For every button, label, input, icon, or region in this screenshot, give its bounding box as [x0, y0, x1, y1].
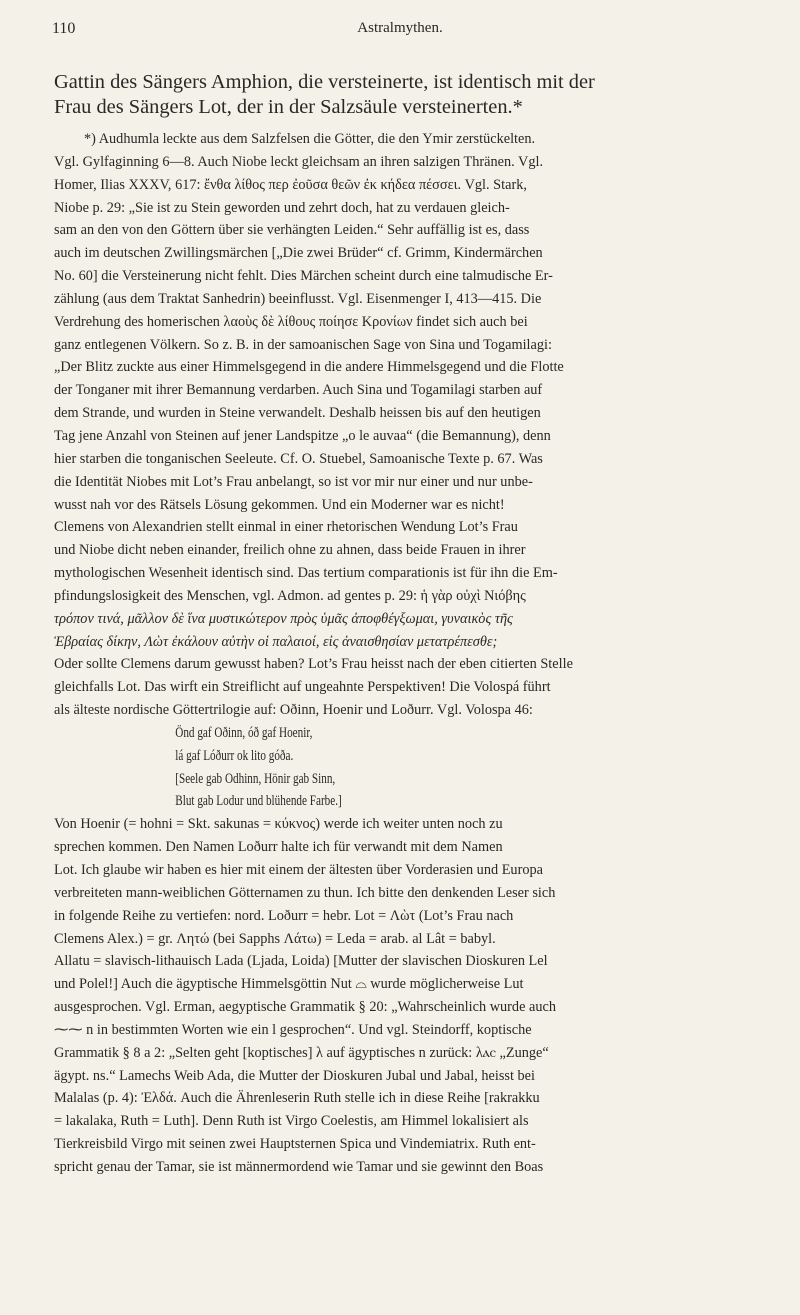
poem-line: [Seele gab Odhinn, Hönir gab Sinn, [175, 770, 336, 787]
footnote-line: auch im deutschen Zwillingsmärchen [„Die zwei Brüder“ cf. Grimm, Kindermärchen [54, 245, 543, 262]
footnote-line: *) Audhumla leckte aus dem Salzfelsen die Götter, die den Ymir zerstückelten. [84, 131, 536, 147]
footnote-line: sprechen kommen. Den Namen Loðurr halte ich für verwandt mit dem Namen [54, 839, 503, 856]
footnote-line: ausgesprochen. Vgl. Erman, aegyptische Grammatik § 20: „Wahrscheinlich wurde auch [54, 999, 556, 1016]
footnote-line: hier starben die tonganischen Seeleute. Cf. O. Stuebel, Samoanische Texte p. 67. Was [54, 450, 543, 467]
running-head: Astralmythen. [357, 20, 443, 36]
footnote-line: Clemens von Alexandrien stellt einmal in einer rhetorischen Wendung Lot’s Frau [54, 519, 518, 536]
footnote-line: Tag jene Anzahl von Steinen auf jener Landspitze „o le auvaa“ (die Bemannung), denn [54, 427, 551, 444]
footnote-line: pfindungslosigkeit des Menschen, vgl. Admon. ad gentes p. 29: ἡ γὰρ οὐχὶ Νιόβης [54, 587, 526, 604]
footnote-line: als älteste nordische Göttertrilogie auf: Oðinn, Hoenir und Loðurr. Vgl. Volospa 46: [54, 702, 533, 719]
footnote-line: Niobe p. 29: „Sie ist zu Stein geworden und zehrt doch, hat zu verdauen gleich- [54, 199, 510, 216]
main-text [54, 70, 766, 120]
footnote-line: gleichfalls Lot. Das wirft ein Streiflicht auf ungeahnte Perspektiven! Die Volospá führt [54, 679, 551, 696]
footnote-line: spricht genau der Tamar, sie ist männermordend wie Tamar und sie gewinnt den Boas [54, 1158, 544, 1175]
footnote-line: Homer, Ilias XXXV, 617: ἔνθα λίθος περ ἐοῦσα θεῶν ἐκ κήδεα πέσσει. Vgl. Stark, [54, 176, 527, 193]
page-number: 110 [52, 20, 76, 37]
footnote-line: Clemens Alex.) = gr. Λητώ (bei Sapphs Λάτω) = Leda = arab. al Lât = babyl. [54, 930, 496, 947]
poem-line: lá gaf Lóðurr ok lito góða. [175, 747, 294, 764]
footnote-line: ägypt. ns.“ Lamechs Weib Ada, die Mutter der Dioskuren Jubal und Jabal, heisst bei [54, 1067, 535, 1084]
footnote-line: dem Strande, und wurden in Steine verwandelt. Deshalb heissen bis auf den heutigen [54, 405, 541, 422]
footnote-line-greek: Ἑβραίας δίκην, Λὼτ ἐκάλουν αὐτὴν οἱ παλαιοί, εἰς ἀναισθησίαν μετατρέπεσθε; [54, 633, 498, 650]
footnote-line: und Polel!] Auch die ägyptische Himmelsgöttin Nut ⌓ wurde möglicherweise Lut [54, 976, 524, 993]
footnote-line: Grammatik § 8 a 2: „Selten geht [koptisches] λ auf ägyptisches n zurück: λⲁⲥ „Zunge“ [54, 1044, 549, 1061]
footnote-line-greek: τρόπον τινά, μᾶλλον δὲ ἵνα μυστικώτερον πρὸς ὑμᾶς ἀποφθέγξωμαι, γυναικὸς τῆς [54, 610, 513, 627]
footnote-line: Allatu = slavisch-lithauisch Lada (Ljada, Loida) [Mutter der slavischen Dioskuren Lel [54, 953, 548, 970]
footnote-line: in folgende Reihe zu vertiefen: nord. Loðurr = hebr. Lot = Λὼτ (Lot’s Frau nach [54, 907, 514, 924]
page-header [0, 14, 800, 44]
footnote-line: Von Hoenir (= hohni = Skt. sakunas = κύκνος) werde ich weiter unten noch zu [54, 816, 503, 833]
footnote-line: die Identität Niobes mit Lot’s Frau anbelangt, so ist vor mir nur einer und nur unbe- [54, 473, 533, 490]
footnote-line: wusst nah vor des Rätsels Lösung gekommen. Und ein Moderner war es nicht! [54, 496, 505, 513]
footnote-line: mythologischen Wesenheit identisch sind. Das tertium comparationis ist für ihn die Em- [54, 565, 558, 582]
main-text-line: Frau des Sängers Lot, der in der Salzsäule versteinerten.* [54, 96, 523, 118]
main-text-line: Gattin des Sängers Amphion, die versteinerte, ist identisch mit der [54, 71, 595, 93]
footnote-line: „Der Blitz zuckte aus einer Himmelsgegend in die andere Himmelsgegend und die Flotte [54, 359, 564, 376]
poem-line: Önd gaf Oðinn, óð gaf Hoenir, [175, 724, 313, 741]
footnote-line: zählung (aus dem Traktat Sanhedrin) beeinflusst. Vgl. Eisenmenger I, 413—415. Die [54, 290, 542, 307]
footnote-line: der Tonganer mit ihrer Bemannung verdarben. Auch Sina und Togamilagi starben auf [54, 382, 543, 399]
footnote [54, 128, 766, 1179]
footnote-line: sam an den von den Göttern über sie verhängten Leiden.“ Sehr auffällig ist es, dass [54, 222, 530, 239]
footnote-line: Lot. Ich glaube wir haben es hier mit einem der ältesten über Vorderasien und Europa [54, 862, 543, 878]
footnote-line: = lakalaka, Ruth = Luth]. Denn Ruth ist Virgo Coelestis, am Himmel lokalisiert als [54, 1113, 529, 1130]
poem-line: Blut gab Lodur und blühende Farbe.] [175, 793, 342, 810]
footnote-line: Oder sollte Clemens darum gewusst haben? Lot’s Frau heisst nach der eben citierten Stelle [54, 656, 573, 673]
footnote-line: ⁓⁓ n in bestimmten Worten wie ein l gesprochen“. Und vgl. Steindorff, koptische [54, 1021, 532, 1038]
footnote-line: Malalas (p. 4): Ἐλδά. Auch die Ährenleserin Ruth stelle ich in diese Reihe [rakrakku [54, 1090, 540, 1107]
footnote-line: Vgl. Gylfaginning 6—8. Auch Niobe leckt gleichsam an ihren salzigen Thränen. Vgl. [54, 153, 544, 170]
footnote-line: No. 60] die Versteinerung nicht fehlt. Dies Märchen scheint durch eine talmudische Er- [54, 268, 553, 285]
footnote-line: ganz entlegenen Völkern. So z. B. in der samoanischen Sage von Sina und Togamilagi: [54, 336, 552, 353]
footnote-line: verbreiteten mann-weiblichen Götternamen zu thun. Ich bitte den denkenden Leser sich [54, 884, 556, 901]
footnote-line: und Niobe dicht neben einander, freilich ohne zu ahnen, dass beide Frauen in ihrer [54, 542, 526, 559]
footnote-line: Verdrehung des homerischen λαοὺς δὲ λίθους ποίησε Κρονίων findet sich auch bei [54, 313, 528, 330]
footnote-line: Tierkreisbild Virgo mit seinen zwei Hauptsternen Spica und Vindemiatrix. Ruth ent- [54, 1136, 536, 1153]
